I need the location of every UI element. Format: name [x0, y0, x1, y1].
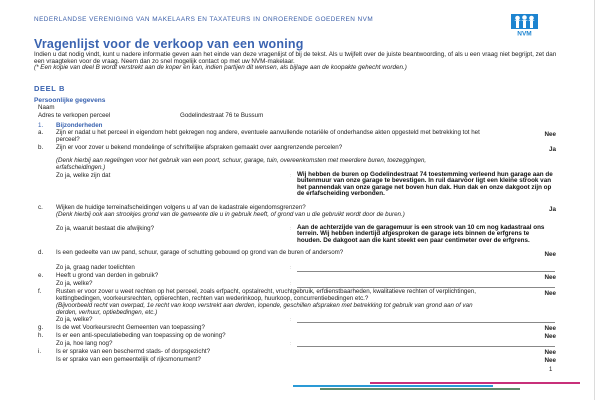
question-letter: i. [38, 348, 42, 355]
footer-stripe-magenta [370, 382, 580, 384]
question-text: Rusten er voor zover u weet rechten op het perceel, zoals erfpacht, opstalrecht, vruchtgebruik, erfdienstbaarheden, kwalitatieve rechten of verplichtingen, kettingbedingen, voorkeursrechten, optierechten, rechten van wederinkoop, huurkoop, concurrentiebedingen etc.? [56, 288, 476, 302]
answer-value: Nee [544, 325, 556, 332]
question-note: (Denk hierbij ook aan strookjes grond van de gemeente die u in gebruik heeft, of grond van u die gebruikt wordt door de buren.) [56, 211, 405, 218]
followup-label: Zo ja, welke? [56, 316, 93, 323]
answer-value: Ja [548, 206, 556, 213]
question-text: Zijn er nadat u het perceel in eigendom hebt gekregen nog andere, eventuele aanvullende notariële of onderhandse akten opgesteld met betrekking tot het perceel? [56, 129, 480, 143]
followup-label: Zo ja, welke? [56, 280, 93, 287]
question-note: (Denk hierbij aan regelingen voor het gebruik van een poort, schuur, garage, tuin, overeenkomsten met meerdere buren, toezeggingen, erfafscheidingen.) [56, 157, 427, 171]
logo-text: NVM [517, 30, 532, 36]
footer-stripe-blue [293, 385, 493, 387]
question-letter: h. [38, 332, 44, 339]
question-text: Is er een anti-speculatiebeding van toepassing op de woning? [56, 332, 226, 339]
answer-value: Nee [544, 333, 556, 340]
question-note: (Bijvoorbeeld recht van overpad, 1e recht van koop verstrekt aan derden, lopende, geschillen afspraken met betrekking tot gebruik van grond aan of van derden, verhuur, optiebedingen, etc.) [56, 302, 473, 316]
answer-value: Nee [544, 357, 556, 364]
page-title: Vragenlijst voor de verkoop van een woning [34, 37, 304, 51]
question-text: Heeft u grond van derden in gebruik? [56, 272, 159, 279]
section-number: 1. [38, 122, 44, 129]
answer-value: Ja [548, 146, 556, 153]
nvm-logo [511, 14, 538, 36]
question-letter: g. [38, 324, 44, 331]
personal-heading: Persoonlijke gegevens [34, 97, 106, 104]
question-letter: e. [38, 272, 44, 279]
colon-mark: : [290, 265, 292, 271]
question-letter: d. [38, 249, 44, 256]
colon-mark: : [290, 341, 292, 347]
address-label: Adres te verkopen perceel [38, 112, 111, 119]
intro-text [34, 52, 559, 72]
followup-answer: Aan de achterzijde van de garagemuur is een strook van 10 cm nog kadastraal ons terrein. Wij hebben indertijd afgesproken de garage iets binnen de erfgrens te houden. De dakgoot aan die kant steekt een paar centimeter over de erfgrens. [297, 224, 545, 244]
colon-mark: : [290, 226, 292, 232]
question-text: Zijn er voor zover u bekend mondelinge of schriftelijke afspraken gemaakt over aangrenzende percelen? [56, 144, 343, 151]
followup-label: Zo ja, hoe lang nog? [56, 340, 113, 347]
question-text: Is er sprake van een beschermd stads- of dorpsgezicht? [56, 348, 211, 355]
answer-line [297, 346, 555, 347]
answer-value: Nee [544, 131, 556, 138]
intro-note: (* Een kopie van deel B wordt verstrekt aan de koper en kan, indien partijen dit wensen, als bijlage aan de koopakte gehecht worden.) [34, 64, 407, 72]
followup-label: Zo ja, waaruit bestaat die afwijking? [56, 225, 155, 232]
question-text: Is een gedeelte van uw pand, schuur, garage of schutting gebouwd op grond van de buren of andersom? [56, 249, 344, 256]
name-label: Naam [38, 104, 55, 111]
answer-line [297, 322, 555, 323]
question-letter: a. [38, 129, 44, 136]
question-letter: b. [38, 144, 44, 151]
address-value: Godelindestraat 76 te Bussum [180, 112, 264, 119]
intro-paragraph: Indien u dat nodig vindt, kunt u nadere informatie geven aan het einde van deze vragenlijst of bij de tekst. Als u twijfelt over de juiste beantwoording, of als u een vraag niet begrijpt, zet dan een vraagteken voor de vraag. Neem dan zo snel mogelijk contact op met uw NVM-makelaar. [34, 51, 557, 65]
question-letter: f. [38, 288, 42, 295]
answer-value: Nee [544, 274, 556, 281]
colon-mark: : [290, 317, 292, 323]
answer-value: Nee [544, 290, 556, 297]
followup-label: Zo ja, graag nader toelichten [56, 264, 135, 271]
question-text: Wijken de huidige terreinafscheidingen volgens u af van de kadastrale eigendomsgrenzen? [56, 204, 306, 211]
answer-value: Nee [544, 251, 556, 258]
colon-mark: : [290, 281, 292, 287]
question-text: Is er sprake van een gemeentelijk of rijksmonument? [56, 356, 201, 363]
organization-name: NEDERLANDSE VERENIGING VAN MAKELAARS EN TAXATEURS IN ONROERENDE GOEDEREN NVM [34, 16, 374, 23]
page-number: 1 [549, 367, 553, 373]
question-text: Is de wet Voorkeursrecht Gemeenten van toepassing? [56, 324, 205, 331]
footer-stripe-green [320, 388, 520, 390]
section-title: DEEL B [34, 84, 65, 93]
colon-mark: : [290, 173, 292, 179]
followup-label: Zo ja, welke zijn dat [56, 172, 111, 179]
answer-value: Nee [544, 349, 556, 356]
followup-answer: Wij hebben de buren op Godelindestraat 74 toestemming verleend hun garage aan de buitenmuur van onze garage te bevestigen. In ruil daarvoor ligt een kleine strook van het pannendak van onze garage net boven hun dak. Hun dak en onze dakgoot zijn op de erfafscheiding verbonden. [297, 171, 553, 198]
section-heading: Bijzonderheden [56, 122, 103, 129]
answer-line [297, 271, 555, 272]
question-letter: c. [38, 204, 43, 211]
